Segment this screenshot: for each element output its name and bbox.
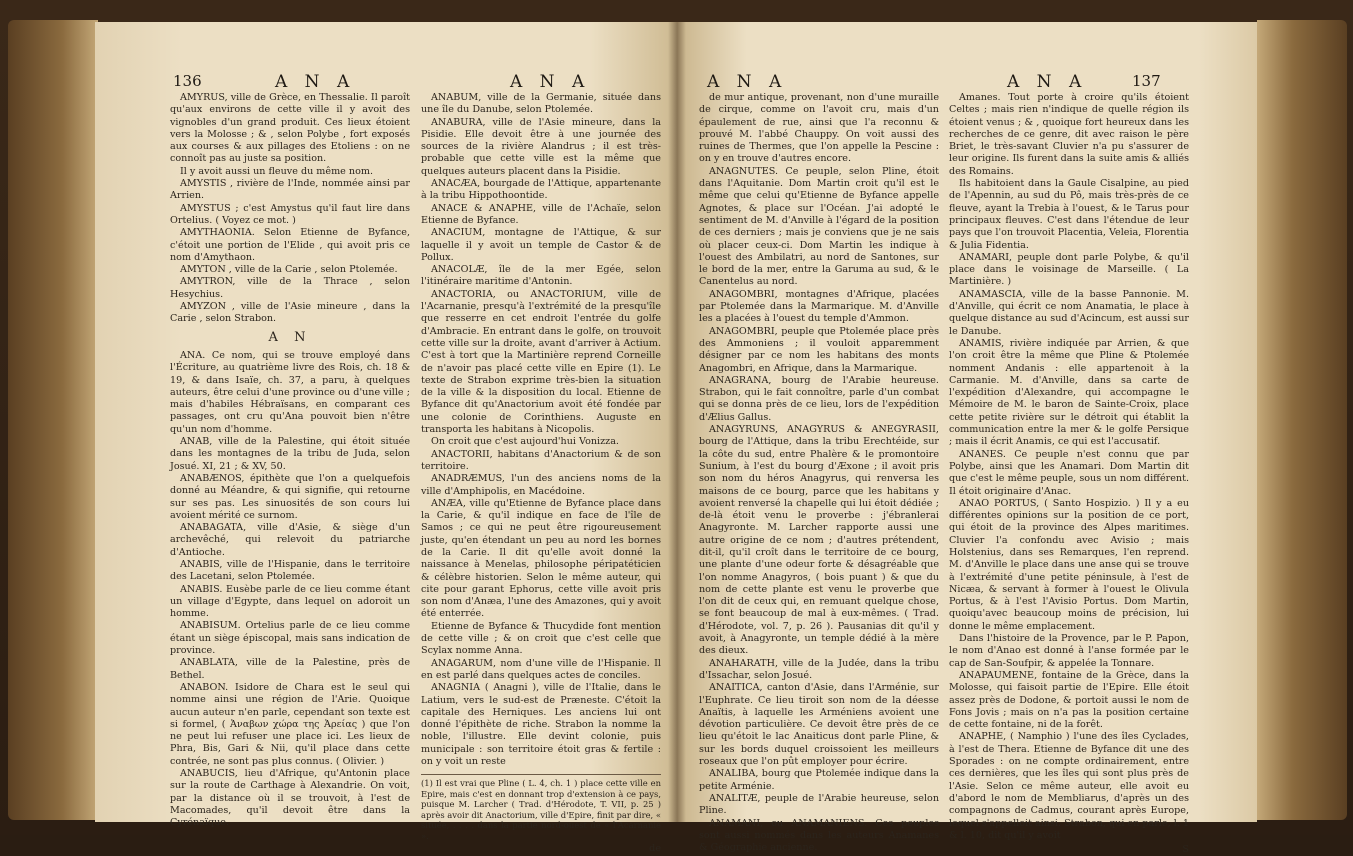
- dictionary-entry: ANACOLÆ, île de la mer Egée, selon l'itinéraire maritime d'Antonin.: [421, 264, 661, 288]
- section-title: A N: [268, 329, 312, 345]
- dictionary-entry: ANACÆA, bourgade de l'Attique, appartenante à la tribu Hippothoontide.: [421, 178, 661, 202]
- dictionary-entry: ANAMANI, ou ANAMANIENS. Ces peuples sont aussi nommés dans les auteurs Anamanes & Géographie ancienne.: [699, 817, 939, 854]
- dictionary-entry: ANABAGATA, ville d'Asie, & siège d'un archevêché, qui relevoit du patriarche d'Antioche.: [170, 522, 410, 558]
- left-column-2: [421, 92, 661, 856]
- dictionary-entry: AMYSTIS , rivière de l'Inde, nommée ainsi par Arrien.: [170, 178, 410, 202]
- footnote: (1) Il est vrai que Pline ( L. 4, ch. 1 ) place cette ville en Epire, mais c'est en donnant trop d'extension à ce pays, puisque M. Larcher ( Trad. d'Hérodote, T. VII, p. 25 ) après avoir dit Anactorium, ville d'Epire, finit par dire, « située, . . . . dans la partie nord-ouest de « l'Acarnanie ».: [421, 774, 661, 841]
- left-column-2-entries: [421, 92, 661, 768]
- dictionary-entry: ANAGARUM, nom d'une ville de l'Hispanie. Il en est parlé dans quelques actes de conciles.: [421, 657, 661, 681]
- left-column-1-entries: [170, 92, 410, 326]
- dictionary-entry: Ils habitoient dans la Gaule Cisalpine, au pied de l'Apennin, au sud du Pô, mais très-près de ce fleuve, ayant la Trebia à l'ouest, & le Tarus pour principaux fleuves. C'est dans l'étendue de leur pays que l'on trouvoit Placentia, Veleia, Florentia & Julia Fidentia.: [949, 178, 1189, 251]
- dictionary-entry: ANABÆNOS, épithète que l'on a quelquefois donné au Méandre, & qui signifie, qui retourne sur ses pas. Les sinuosités de son cours lui avoient mérité ce surnom.: [170, 472, 410, 521]
- dictionary-entry: ANADRÆMUS, l'un des anciens noms de la ville d'Amphipolis, en Macédoine.: [421, 473, 661, 497]
- dictionary-entry: ANACTORII, habitans d'Anactorium & de son territoire.: [421, 448, 661, 472]
- dictionary-entry: ANACE & ANAPHE, ville de l'Achaïe, selon Etienne de Byfance.: [421, 202, 661, 226]
- dictionary-entry: ANAMIS, rivière indiquée par Arrien, & que l'on croit être la même que Pline & Ptolemée nomment Andanis : elle appartenoit à la Carmanie. M. d'Anville, dans sa carte de l'expédition d'Alexandre, qui accompagne le Mémoire de M. le baron de Sainte-Croix, place cette petite rivière sur le détroit qui établit la communication entre la mer & le golfe Persique ; mais il écrit Anamis, ce qui est l'accusatif.: [949, 337, 1189, 448]
- dictionary-entry: ANAB, ville de la Palestine, qui étoit située dans les montagnes de la tribu de Juda, selon Josué. XI, 21 ; & XV, 50.: [170, 436, 410, 472]
- dictionary-entry: ANALITÆ, peuple de l'Arabie heureuse, selon Pline.: [699, 792, 939, 817]
- dictionary-entry: ANAPHE, ( Namphio ) l'une des îles Cyclades, à l'est de Thera. Etienne de Byfance dit une des Sporades : on ne compte ordinairement, entre ces dernières, que les îles qui sont plus près de l'Asie. Selon ce même auteur, elle avoit eu d'abord le nom de Membliarus, d'après un des compagnons de Cadmus, courant après Europe, lequel s'appelloit ainsi. Strabon, qui en parle, l. 1 & l. 10, dit qu'il y avoit: [949, 731, 1189, 841]
- right-column-1-entries: [699, 92, 939, 854]
- book-cover-right: [1257, 20, 1347, 820]
- dictionary-entry: AMYTHAONIA. Selon Etienne de Byfance, c'étoit une portion de l'Elide , qui avoit pris ce nom d'Amythaon.: [170, 227, 410, 263]
- dictionary-entry: Dans l'histoire de la Provence, par le P. Papon, le nom d'Anao est donné à l'anse formée par le cap de San-Soufpir, & appelée la Tonnare.: [949, 633, 1189, 669]
- dictionary-entry: ANAO PORTUS, ( Santo Hospizio. ) Il y a eu différentes opinions sur la position de ce port, qui étoit de la province des Alpes maritimes. Cluvier l'a confondu avec Avisio ; mais Holstenius, dans ses Remarques, l'en reprend. M. d'Anville le place dans une anse qui se trouve à l'extrémité d'une petite péninsule, à l'est de Nicæa, & servant à former à l'ouest le Olivula Portus, & à l'est l'Avisio Portus. Dom Martin, quoiqu'avec beaucoup moins de précision, lui donne le même emplacement.: [949, 497, 1189, 632]
- running-head-right-1: A N A: [707, 72, 788, 92]
- dictionary-entry: AMYZON , ville de l'Asie mineure , dans la Carie , selon Strabon.: [170, 301, 410, 325]
- dictionary-entry: AMYTON , ville de la Carie , selon Ptolemée.: [180, 264, 398, 276]
- signature-mark: S: [1182, 844, 1189, 856]
- running-head-left-2: A N A: [510, 72, 591, 92]
- dictionary-entry: ANABIS. Eusèbe parle de ce lieu comme étant un village d'Egypte, dans lequel on adoroit un homme.: [170, 583, 410, 620]
- dictionary-entry: AMYRUS, ville de Grèce, en Thessalie. Il paroît qu'aux environs de cette ville il y avoit des vignobles d'un grand produit. Ces lieux étoient vers la Molosse ; & , selon Polybe , fort exposés aux courses & aux pillages des Etoliens : on ne connoît pas au juste sa position.: [170, 92, 410, 165]
- running-head-right-2: A N A: [1007, 72, 1088, 92]
- dictionary-entry: AMYTRON, ville de la Thrace , selon Hesychius.: [170, 276, 410, 300]
- dictionary-entry: ANACIUM, montagne de l'Attique, & sur laquelle il y avoit un temple de Castor & de Pollux.: [421, 227, 661, 263]
- dictionary-entry: Etienne de Byfance & Thucydide font mention de cette ville ; & on croit que c'est celle que Scylax nomme Anna.: [421, 620, 661, 657]
- dictionary-entry: ANABISUM. Ortelius parle de ce lieu comme étant un siège épiscopal, mais sans indication de province.: [170, 620, 410, 657]
- book-cover-left: [8, 20, 98, 820]
- book-gutter: [668, 22, 686, 822]
- dictionary-entry: ANAGOMBRI, peuple que Ptolemée place près des Ammoniens ; il vouloit apparemment désigner par ce nom les habitans des monts Anagombri, en Afrique, dans la Marmarique.: [699, 325, 939, 374]
- dictionary-entry: ANANES. Ce peuple n'est connu que par Polybe, ainsi que les Anamari. Dom Martin dit que c'est le même peuple, sous un nom différent. Il étoit originaire d'Anac.: [949, 448, 1189, 497]
- dictionary-entry: ANAGNIA ( Anagni ), ville de l'Italie, dans le Latium, vers le sud-est de Præneste. C'étoit la capitale des Herniques. Les anciens lui ont donné l'épithète de riche. Strabon la nomme la noble, l'illustre. Elle devint colonie, puis municipale : son territoire étoit gras & fertile : on y voit un reste: [421, 682, 661, 768]
- dictionary-entry: ANABLATA, ville de la Palestine, près de Bethel.: [170, 657, 410, 681]
- page-number-right: 137: [1132, 72, 1161, 90]
- left-column-1b-entries: [170, 350, 410, 830]
- dictionary-entry: Il y avoit aussi un fleuve du même nom.: [180, 165, 374, 177]
- dictionary-entry: ANAGNUTES. Ce peuple, selon Pline, étoit dans l'Aquitanie. Dom Martin croit qu'il est le même que celui qu'Etienne de Byfance appelle Agnotes, & place sur l'Océan. J'ai adopté le sentiment de M. d'Anville à l'égard de la position de ces derniers ; mais je conviens que je ne sais où placer ceux-ci. Dom Martin les indique à l'ouest des Ambilatri, au nord de Santones, sur le bord de la mer, entre la Garuma au sud, & le Canentelus au nord.: [699, 165, 939, 288]
- catchword: de: [649, 843, 661, 855]
- right-column-1: [699, 92, 939, 854]
- dictionary-entry: On croit que c'est aujourd'hui Vonizza.: [431, 436, 619, 448]
- dictionary-entry: ANABUCIS, lieu d'Afrique, qu'Antonin place sur la route de Carthage à Alexandrie. On voit, par la distance où il se trouvoit, à l'est de Macomades, qu'il devoit être dans la Cyrénaïque.: [170, 768, 410, 829]
- dictionary-entry: Amanes. Tout porte à croire qu'ils étoient Celtes ; mais rien n'indique de quelle région ils étoient venus ; & , quoique fort heureux dans les recherches de ce genre, dit avec raison le père Briet, le très-savant Cluvier n'a pu s'assurer de leur origine. Ils furent dans la suite amis & alliés des Romains.: [949, 92, 1189, 177]
- left-page: [95, 22, 677, 855]
- right-column-2-entries: [949, 92, 1189, 842]
- dictionary-entry: ANA. Ce nom, qui se trouve employé dans l'Écriture, au quatrième livre des Rois, ch. 18 & 19, & dans Isaïe, ch. 37, a paru, à quelques auteurs, être celui d'une province ou d'une ville ; mais d'habiles Hébraïsans, en comparant ces passages, ont cru qu'Ana pouvoit bien n'être qu'un nom d'homme.: [170, 349, 410, 435]
- dictionary-entry: ANÆA, ville qu'Etienne de Byfance place dans la Carie, & qu'il indique en face de l'île de Samos ; ce qui ne peut être rigoureusement juste, qu'en étendant un peu au nord les bornes de la Carie. Il dit qu'elle avoit donné la naissance à Menelas, philosophe péripatéticien & célèbre historien. Selon le même auteur, qui cite pour garant Ephorus, cette ville avoit pris son nom d'Anæa, l'une des Amazones, qui y avoit été enterrée.: [421, 497, 661, 620]
- dictionary-entry: ANAHARATH, ville de la Judée, dans la tribu d'Issachar, selon Josué.: [699, 657, 939, 681]
- dictionary-entry: ANAMASCIA, ville de la basse Pannonie. M. d'Anville, qui écrit ce nom Anamatia, le place à quelque distance au sud d'Acincum, est aussi sur le Danube.: [949, 288, 1189, 337]
- right-column-2: [949, 92, 1189, 856]
- dictionary-entry: ANAGRANA, bourg de l'Arabie heureuse. Strabon, qui le fait connoître, parle d'un combat qui se donna près de ce lieu, lors de l'expédition d'Ælius Gallus.: [699, 374, 939, 423]
- dictionary-entry: ANALIBA, bourg que Ptolemée indique dans la petite Arménie.: [699, 768, 939, 792]
- dictionary-entry: ANABUM, ville de la Germanie, située dans une île du Danube, selon Ptolemée.: [421, 92, 661, 116]
- dictionary-entry: ANABON. Isidore de Chara est le seul qui nomme ainsi une région de l'Arie. Quoique aucun auteur n'en parle, cependant son texte est si formel, ( Ἀναβων χώρα της Ἀρείας ) que l'on ne peut lui refuser une place ici. Les lieux de Phra, Bis, Gari & Nii, qu'il place dans cette contrée, ne sont pas plus connus. ( Olivier. ): [170, 681, 410, 767]
- dictionary-entry: AMYSTUS ; c'est Amystus qu'il faut lire dans Ortelius. ( Voyez ce mot. ): [170, 202, 410, 226]
- dictionary-entry: ANAGYRUNS, ANAGYRUS & ANEGYRASII, bourg de l'Attique, dans la tribu Erechtéide, sur la côte du sud, entre Phalère & le promontoire Sunium, à l'est du bourg d'Æxone ; il avoit pris son nom du héros Anagyrus, qui renversa les maisons de ce bourg, parce que les habitans y avoient renversé la chapelle qui lui étoit dédiée ; de-là étoit venu le proverbe : j'ébranlerai Anagyronte. M. Larcher rapporte aussi une autre origine de ce nom ; d'autres prétendent, dit-il, qu'il croît dans le territoire de ce bourg, une plante d'une odeur forte & désagréable que l'on nomme Anagyros, ( bois puant ) & que du nom de cette plante est venu le proverbe que l'on dit de ceux qui, en remuant quelque chose, se font beaucoup de mal à eux-mêmes. ( Trad. d'Hérodote, vol. 7, p. 26 ). Pausanias dit qu'il y avoit, à Anagyronte, un temple dédié à la mère des dieux.: [699, 424, 939, 657]
- dictionary-entry: ANAITICA, canton d'Asie, dans l'Arménie, sur l'Euphrate. Ce lieu tiroit son nom de la déesse Anaïtis, à laquelle les Arméniens avoient une dévotion particulière. Ce devoit être près de ce lieu qu'étoit le lac Anaiticus dont parle Pline, & sur les bords duquel croissoient les meilleurs roseaux que l'on pût employer pour écrire.: [699, 682, 939, 768]
- dictionary-entry: ANAGOMBRI, montagnes d'Afrique, placées par Ptolemée dans la Marmarique. M. d'Anville les a placées à l'ouest du temple d'Ammon.: [699, 288, 939, 325]
- dictionary-entry: ANABURA, ville de l'Asie mineure, dans la Pisidie. Elle devoit être à une journée des sources de la rivière Alandrus ; il est très-probable que cette ville est la même que quelques auteurs placent dans la Pisidie.: [421, 116, 661, 177]
- dictionary-entry: ANACTORIA, ou ANACTORIUM, ville de l'Acarnanie, presqu'à l'extrémité de la presqu'île que resserre en cet endroit l'entrée du golfe d'Ambracie. En entrant dans le golfe, on trouvoit cette ville sur la droite, avant d'arriver à Actium. C'est à tort que la Martinière reprend Corneille de n'avoir pas placé cette ville en Epire (1). Le texte de Strabon exprime très-bien la situation de la ville & la disposition du local. Etienne de Byfance dit qu'Anactorium avoit été fondée par une colonie de Corinthiens. Auguste en transporta les habitans à Nicopolis.: [421, 288, 661, 436]
- dictionary-entry: ANAPAUMENE, fontaine de la Grèce, dans la Molosse, qui faisoit partie de l'Epire. Elle étoit assez près de Dodone, & portoit aussi le nom de Fons Jovis ; mais on n'a pas la position certaine de cette fontaine, ni de la forêt.: [949, 669, 1189, 731]
- page-number-left: 136: [173, 72, 202, 90]
- right-page: [677, 22, 1257, 856]
- dictionary-entry: ANAMARI, peuple dont parle Polybe, & qu'il place dans le voisinage de Marseille. ( La Martinière. ): [949, 251, 1189, 288]
- dictionary-entry: de mur antique, provenant, non d'une muraille de cirque, comme on l'avoit cru, mais d'un épaulement de rue, ainsi que l'a reconnu & prouvé M. l'abbé Chauppy. On voit aussi des ruines de Thermes, que l'on appelle la Pescine : on y en trouve d'autres encore.: [699, 92, 939, 165]
- dictionary-entry: ANABIS, ville de l'Hispanie, dans le territoire des Lacetani, selon Ptolemée.: [170, 558, 410, 583]
- left-column-1: [170, 92, 410, 830]
- running-head-left-1: A N A: [275, 72, 356, 92]
